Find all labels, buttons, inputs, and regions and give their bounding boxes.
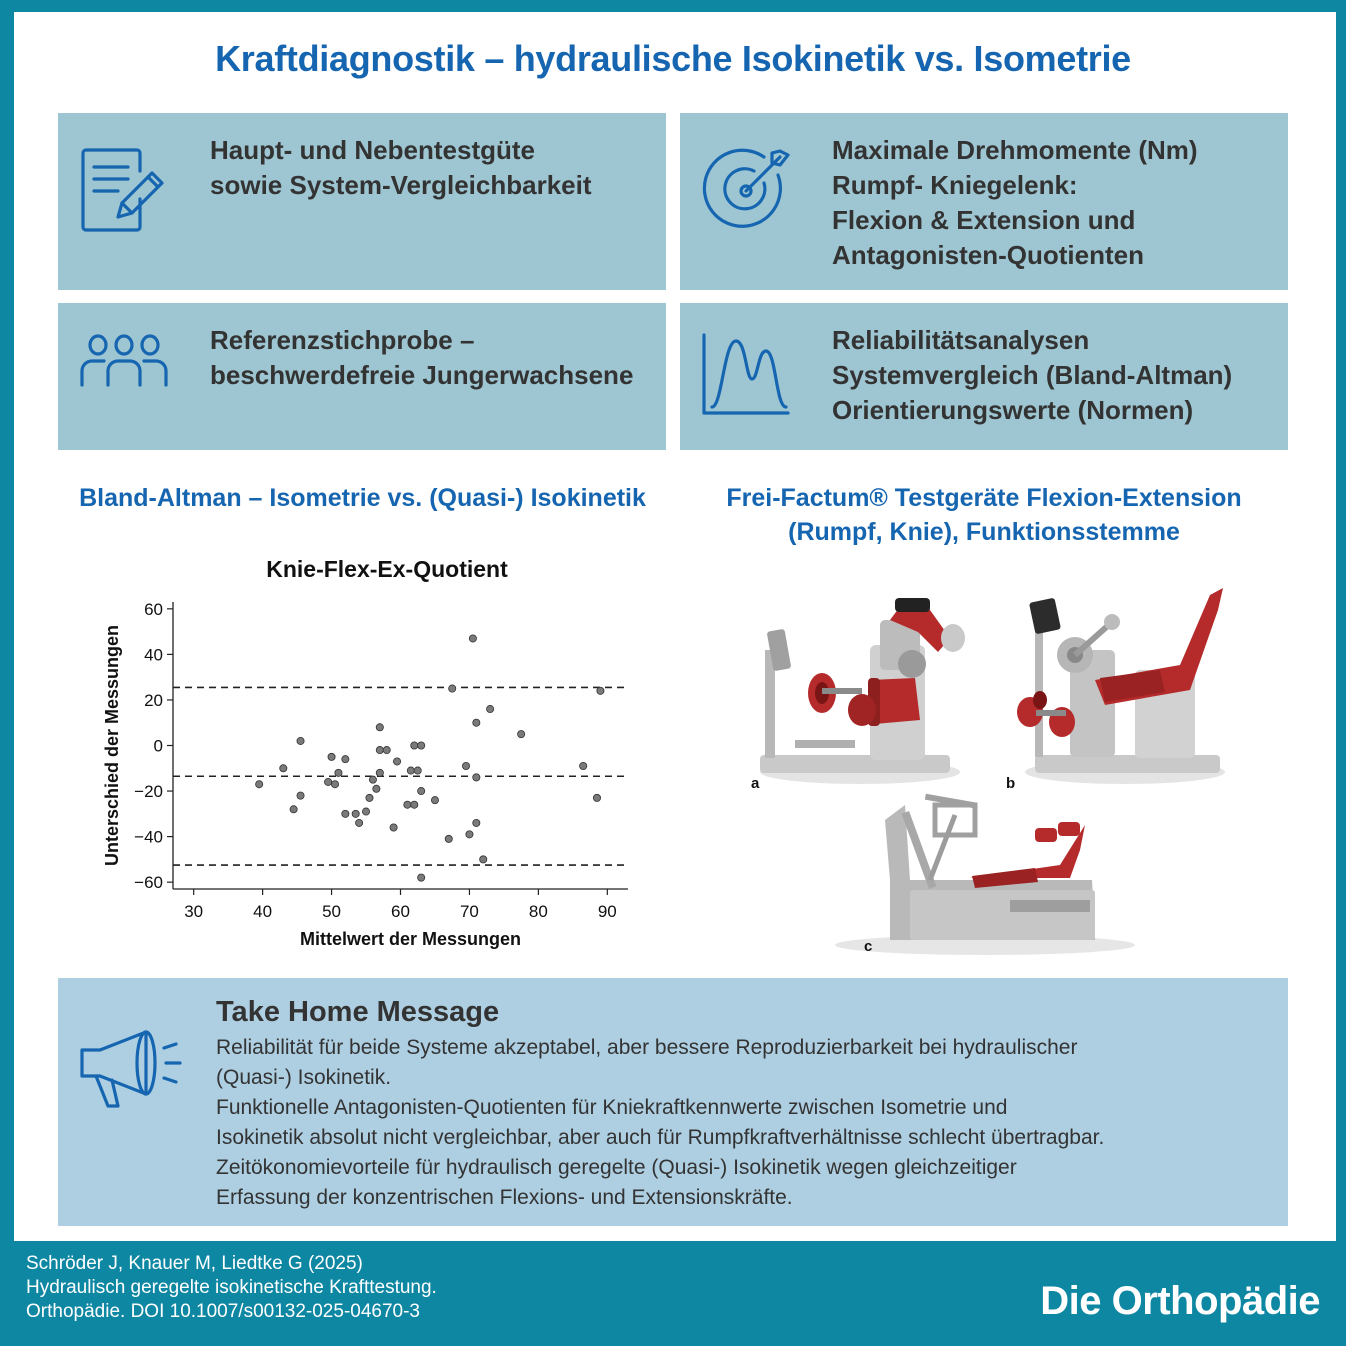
- x-tick-label: 40: [253, 902, 273, 921]
- reference-line: Schröder J, Knauer M, Liedtke G (2025): [26, 1253, 363, 1274]
- data-point: [376, 746, 383, 753]
- y-tick-label: 0: [153, 736, 163, 756]
- data-point: [449, 685, 456, 692]
- data-point: [469, 635, 476, 642]
- data-point: [487, 705, 494, 712]
- data-point: [411, 801, 418, 808]
- data-point: [580, 762, 587, 769]
- x-axis-label: Mittelwert der Messungen: [299, 929, 522, 949]
- bland-altman-chart: [90, 550, 650, 970]
- y-tick-label: −60: [134, 873, 163, 893]
- data-point: [335, 769, 342, 776]
- device-label-b: b: [1006, 775, 1016, 792]
- box-line: beschwerdefreie Jungerwachsene: [210, 360, 634, 390]
- box-line: Systemvergleich (Bland-Altman): [832, 360, 1233, 390]
- data-point: [356, 819, 363, 826]
- device-a-illustration: [760, 598, 965, 784]
- x-tick-label: 60: [391, 902, 410, 921]
- devices-heading-line: (Rumpf, Knie), Funktionsstemme: [788, 518, 1180, 546]
- data-point: [411, 742, 418, 749]
- info-box-referenzstichprobe: [58, 303, 666, 450]
- data-point: [256, 781, 263, 788]
- data-point: [290, 806, 297, 813]
- y-tick-label: 20: [144, 690, 163, 710]
- take-home-line: Zeitökonomievorteile für hydraulisch geregelte (Quasi-) Isokinetik wegen gleichzeitiger: [216, 1156, 1017, 1179]
- data-point: [393, 758, 400, 765]
- data-point: [342, 756, 349, 763]
- box-line: Antagonisten-Quotienten: [832, 240, 1144, 270]
- data-point: [331, 781, 338, 788]
- people-group-icon: [78, 333, 170, 398]
- data-point: [328, 753, 335, 760]
- chart-title: Knie-Flex-Ex-Quotient: [266, 556, 508, 582]
- box-line: Referenzstichprobe –: [210, 325, 475, 355]
- y-axis-label: Unterschied der Messungen: [102, 624, 122, 867]
- take-home-body: [216, 1033, 1276, 1213]
- devices-heading: [680, 481, 1288, 549]
- data-point: [390, 824, 397, 831]
- y-tick-label: 60: [144, 599, 163, 619]
- target-icon: [700, 141, 796, 242]
- reference-line: Hydraulisch geregelte isokinetische Krafttestung.: [26, 1277, 437, 1298]
- data-point: [473, 774, 480, 781]
- data-point: [593, 794, 600, 801]
- take-home-line: Funktionelle Antagonisten-Quotienten für Kniekraftkennwerte zwischen Isometrie und: [216, 1096, 1008, 1119]
- data-point: [342, 810, 349, 817]
- y-tick-label: 40: [144, 645, 163, 665]
- y-tick-label: −40: [134, 827, 163, 847]
- data-point: [466, 831, 473, 838]
- data-point: [366, 794, 373, 801]
- data-point: [325, 778, 332, 785]
- box-line: Haupt- und Nebentestgüte: [210, 135, 535, 165]
- device-b-illustration: [1017, 588, 1225, 784]
- journal-name: Die Orthopädie: [1040, 1279, 1320, 1323]
- info-box-reliabilitaet: [680, 303, 1288, 450]
- device-c-illustration: [835, 794, 1135, 955]
- data-point: [473, 819, 480, 826]
- devices-heading-line: Frei-Factum® Testgeräte Flexion-Extension: [726, 484, 1242, 512]
- distribution-curve-icon: [700, 333, 792, 422]
- box-line: Rumpf- Kniegelenk:: [832, 170, 1078, 200]
- data-point: [431, 797, 438, 804]
- data-point: [418, 874, 425, 881]
- box-line: Reliabilitätsanalysen: [832, 325, 1090, 355]
- data-point: [418, 787, 425, 794]
- data-point: [376, 769, 383, 776]
- info-box-text: [832, 133, 1198, 273]
- device-label-c: c: [864, 938, 873, 955]
- data-point: [280, 765, 287, 772]
- device-label-a: a: [751, 775, 760, 792]
- box-line: sowie System-Vergleichbarkeit: [210, 170, 592, 200]
- info-box-testguete: [58, 113, 666, 290]
- take-home-line: Isokinetik absolut nicht vergleichbar, aber auch für Rumpfkraftverhältnisse schlecht übertragbar.: [216, 1126, 1105, 1149]
- data-point: [418, 742, 425, 749]
- x-tick-label: 90: [597, 902, 617, 921]
- take-home-line: Erfassung der konzentrischen Flexions- und Extensionskräfte.: [216, 1186, 793, 1209]
- y-tick-label: −20: [134, 782, 163, 802]
- take-home-line: (Quasi-) Isokinetik.: [216, 1066, 392, 1089]
- data-point: [480, 856, 487, 863]
- data-point: [473, 719, 480, 726]
- box-line: Maximale Drehmomente (Nm): [832, 135, 1198, 165]
- megaphone-icon: [78, 1028, 188, 1123]
- info-box-text: [210, 133, 592, 203]
- box-line: Flexion & Extension und: [832, 205, 1136, 235]
- data-point: [383, 746, 390, 753]
- bland-altman-heading: Bland-Altman – Isometrie vs. (Quasi-) Isokinetik: [79, 484, 646, 512]
- data-point: [597, 687, 604, 694]
- footer-reference: [26, 1252, 437, 1324]
- data-point: [297, 792, 304, 799]
- data-point: [352, 810, 359, 817]
- reference-line: Orthopädie. DOI 10.1007/s00132-025-04670-3: [26, 1301, 420, 1322]
- x-tick-label: 30: [184, 902, 204, 921]
- data-point: [376, 724, 383, 731]
- take-home-box: [58, 978, 1288, 1226]
- data-point: [369, 776, 376, 783]
- data-point: [404, 801, 411, 808]
- x-tick-label: 70: [459, 902, 479, 921]
- data-point: [407, 767, 414, 774]
- chart-svg: [90, 550, 650, 970]
- data-point: [414, 767, 421, 774]
- x-tick-label: 80: [528, 902, 548, 921]
- info-box-text: [210, 323, 633, 393]
- box-line: Orientierungswerte (Normen): [832, 395, 1194, 425]
- page-title: Kraftdiagnostik – hydraulische Isokinetik vs. Isometrie: [215, 38, 1131, 79]
- take-home-title: Take Home Message: [216, 996, 500, 1028]
- data-point: [297, 737, 304, 744]
- info-box-text: [832, 323, 1232, 428]
- data-point: [462, 762, 469, 769]
- devices-illustration: [740, 560, 1240, 960]
- document-edit-icon: [78, 141, 170, 246]
- take-home-line: Reliabilität für beide Systeme akzeptabel, aber bessere Reproduzierbarkeit bei hydraulischer: [216, 1036, 1078, 1059]
- info-box-drehmomente: [680, 113, 1288, 290]
- x-tick-label: 50: [322, 902, 342, 921]
- data-point: [373, 785, 380, 792]
- data-point: [445, 835, 452, 842]
- data-point: [518, 731, 525, 738]
- data-point: [362, 808, 369, 815]
